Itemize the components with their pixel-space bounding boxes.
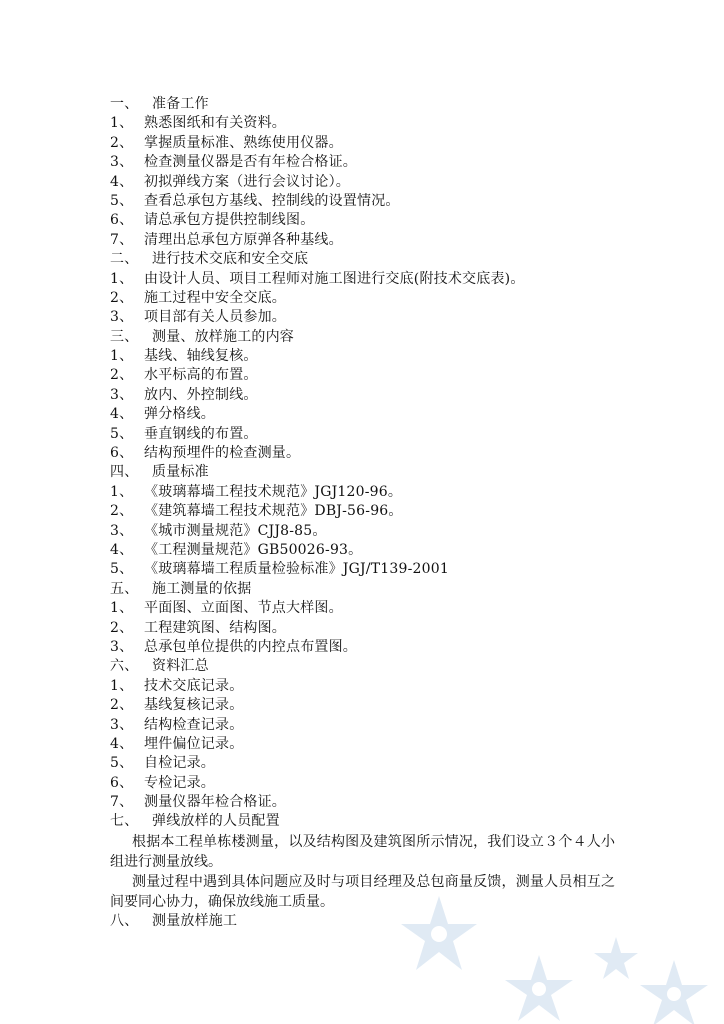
list-item-number: 1、: [110, 270, 134, 287]
list-item-number: 2、: [110, 289, 134, 306]
list-item-text: 《城市测量规范》CJJ8-85。: [144, 522, 327, 539]
list-item-number: 6、: [110, 774, 134, 791]
document-body: [110, 95, 630, 931]
list-item: [110, 211, 630, 230]
section-heading: [110, 250, 630, 269]
section-title: 准备工作: [152, 96, 209, 112]
list-item: [110, 677, 630, 696]
list-item-text: 《工程测量规范》GB50026-93。: [144, 541, 363, 558]
section-number: 七、: [110, 813, 139, 830]
list-item-text: 《建筑幕墙工程技术规范》DBJ-56-96。: [144, 503, 403, 520]
section-title: 测量、放样施工的内容: [152, 328, 294, 345]
list-item: [110, 231, 630, 250]
list-item-text: 《玻璃幕墙工程质量检验标准》JGJ/T139-2001: [144, 561, 449, 578]
list-item: [110, 638, 630, 657]
list-item-text: 结构检查记录。: [144, 716, 244, 733]
list-item-number: 3、: [110, 309, 134, 326]
list-item-number: 1、: [110, 600, 134, 617]
section-title: 测量放样施工: [152, 912, 238, 929]
section-heading: [110, 463, 630, 482]
section-heading: [110, 912, 630, 931]
paragraph: 根据本工程单栋楼测量，以及结构图及建筑图所示情况，我们设立３个４人小组进行测量放线。: [110, 833, 615, 870]
list-item: [110, 114, 630, 133]
list-item-text: 放内、外控制线。: [144, 386, 258, 403]
list-item: [110, 619, 630, 638]
list-item: [110, 134, 630, 153]
list-item-number: 1、: [110, 483, 134, 500]
list-item-number: 3、: [110, 386, 134, 403]
list-item: [110, 289, 630, 308]
list-item-text: 施工过程中安全交底。: [144, 289, 286, 306]
section-heading: [110, 95, 630, 114]
list-item: [110, 541, 630, 560]
list-item-number: 5、: [110, 192, 134, 209]
list-item-text: 技术交底记录。: [144, 677, 244, 694]
section-title: 进行技术交底和安全交底: [152, 251, 309, 268]
section-number: 三、: [110, 328, 139, 345]
list-item-text: 埋件偏位记录。: [144, 735, 244, 752]
list-item-number: 5、: [110, 755, 134, 772]
list-item-text: 工程建筑图、结构图。: [144, 619, 286, 636]
list-item: [110, 366, 630, 385]
list-item: [110, 347, 630, 366]
list-item-text: 自检记录。: [144, 755, 215, 772]
list-item: [110, 735, 630, 754]
list-item: [110, 173, 630, 192]
list-item-text: 平面图、立面图、节点大样图。: [144, 600, 343, 617]
section-title: 资料汇总: [152, 658, 209, 675]
section-heading: [110, 657, 630, 676]
list-item-number: 6、: [110, 212, 134, 229]
list-item-text: 项目部有关人员参加。: [144, 309, 286, 326]
list-item-text: 总承包单位提供的内控点布置图。: [144, 638, 357, 655]
section-number: 二、: [110, 251, 139, 268]
list-item-number: 7、: [110, 231, 134, 248]
list-item-number: 1、: [110, 677, 134, 694]
list-item-text: 测量仪器年检合格证。: [144, 794, 286, 811]
section-number: 八、: [110, 912, 139, 929]
list-item-text: 熟悉图纸和有关资料。: [144, 115, 286, 132]
section-list: [110, 95, 630, 812]
list-item-number: 2、: [110, 134, 134, 151]
list-item: [110, 793, 630, 812]
list-item-number: 6、: [110, 445, 134, 462]
list-item-number: 3、: [110, 638, 134, 655]
list-item-number: 3、: [110, 522, 134, 539]
list-item: [110, 483, 630, 502]
list-item: [110, 502, 630, 521]
list-item-text: 由设计人员、项目工程师对施工图进行交底(附技术交底表)。: [144, 270, 525, 287]
section-heading: [110, 328, 630, 347]
list-item-text: 基线复核记录。: [144, 697, 244, 714]
list-item-number: 2、: [110, 697, 134, 714]
list-item-text: 请总承包方提供控制线图。: [144, 212, 315, 229]
list-item-text: 查看总承包方基线、控制线的设置情况。: [144, 192, 400, 209]
list-item-number: 4、: [110, 173, 134, 190]
list-item-number: 4、: [110, 406, 134, 423]
list-item: [110, 192, 630, 211]
list-item-text: 掌握质量标准、熟练使用仪器。: [144, 134, 343, 151]
list-item-number: 1、: [110, 348, 134, 365]
section-heading: [110, 580, 630, 599]
list-item-text: 水平标高的布置。: [144, 367, 258, 384]
list-item-number: 3、: [110, 716, 134, 733]
list-item-text: 基线、轴线复核。: [144, 348, 258, 365]
section-heading: [110, 812, 630, 831]
list-item: [110, 386, 630, 405]
list-item-number: 1、: [110, 115, 134, 132]
list-item-number: 5、: [110, 425, 134, 442]
list-item-number: 4、: [110, 735, 134, 752]
section-title: 弹线放样的人员配置: [152, 813, 280, 830]
list-item-text: 清理出总承包方原弹各种基线。: [144, 231, 343, 248]
list-item-number: 2、: [110, 619, 134, 636]
list-item-text: 初拟弹线方案（进行会议讨论）。: [144, 173, 350, 190]
section-number: 四、: [110, 464, 139, 481]
section-title: 质量标准: [152, 464, 209, 481]
list-item: [110, 153, 630, 172]
list-item: [110, 754, 630, 773]
section-title: 施工测量的依据: [152, 580, 252, 597]
section-number: 六、: [110, 658, 139, 675]
list-item: [110, 522, 630, 541]
list-item: [110, 405, 630, 424]
paragraph: 测量过程中遇到具体问题应及时与项目经理及总包商量反馈，测量人员相互之间要同心协力，确保放线施工质量。: [110, 873, 615, 910]
section-number: 五、: [110, 580, 139, 597]
list-item: [110, 716, 630, 735]
list-item-text: 结构预埋件的检查测量。: [144, 445, 301, 462]
list-item-number: 5、: [110, 561, 134, 578]
list-item-number: 3、: [110, 154, 134, 171]
list-item: [110, 308, 630, 327]
section-number: 一、: [110, 96, 139, 112]
list-item-number: 2、: [110, 503, 134, 520]
list-item: [110, 270, 630, 289]
list-item-text: 《玻璃幕墙工程技术规范》JGJ120-96。: [144, 483, 403, 500]
list-item: [110, 599, 630, 618]
list-item: [110, 425, 630, 444]
list-item-text: 专检记录。: [144, 774, 215, 791]
list-item-text: 垂直钢线的布置。: [144, 425, 258, 442]
list-item: [110, 696, 630, 715]
list-item-number: 7、: [110, 794, 134, 811]
list-item-text: 检查测量仪器是否有年检合格证。: [144, 154, 357, 171]
list-item-number: 2、: [110, 367, 134, 384]
list-item: [110, 560, 630, 579]
list-item: [110, 444, 630, 463]
list-item-text: 弹分格线。: [144, 406, 215, 423]
list-item-number: 4、: [110, 541, 134, 558]
list-item: [110, 774, 630, 793]
